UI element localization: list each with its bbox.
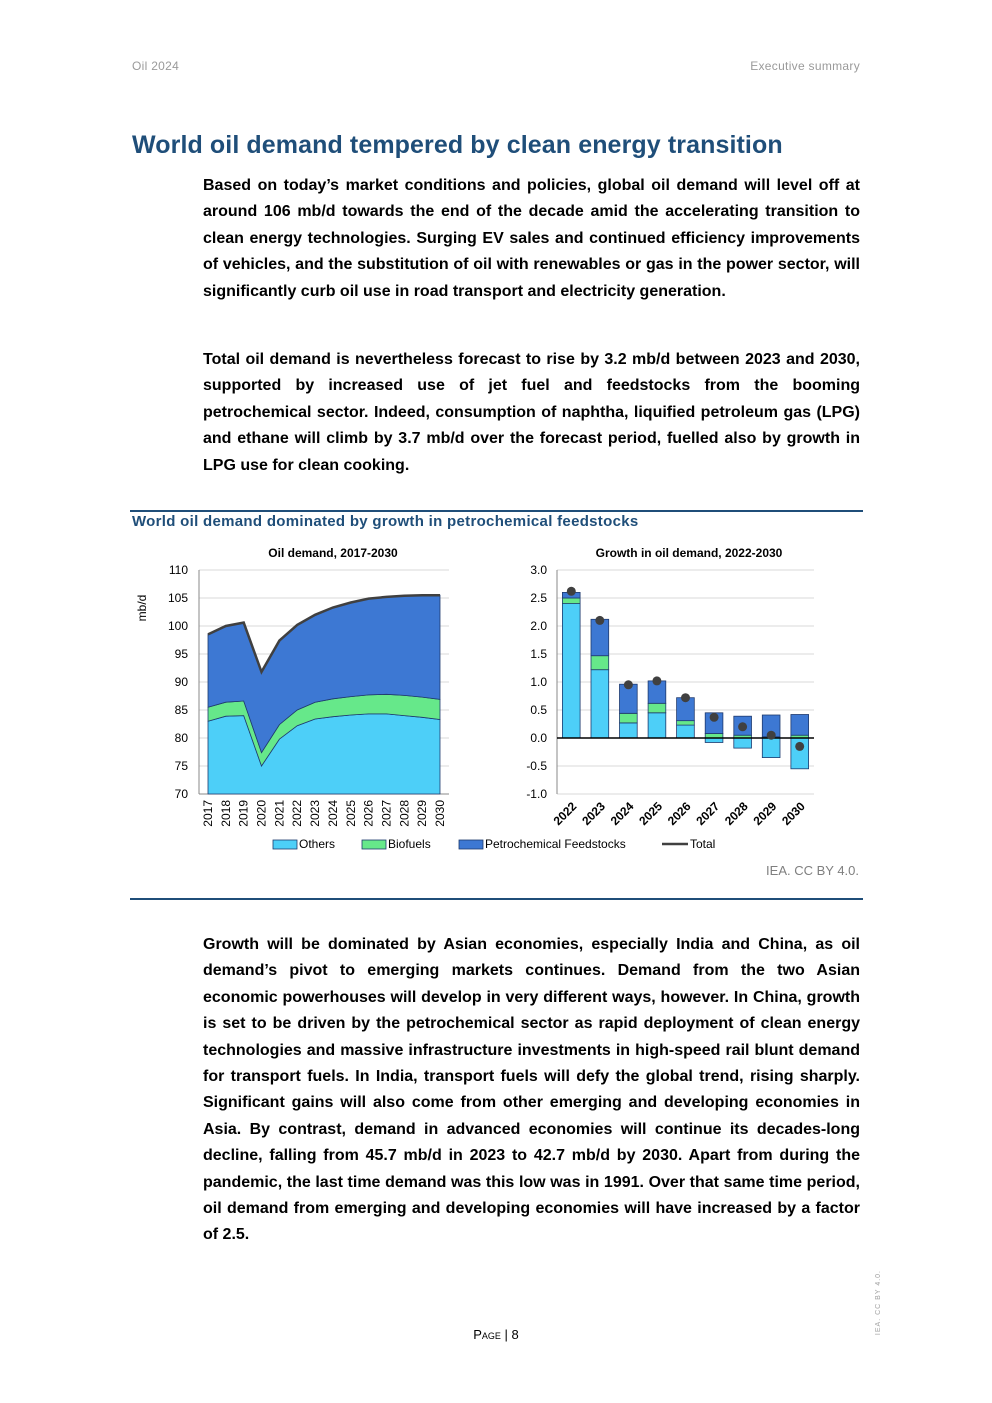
- right-total-marker: [652, 676, 661, 685]
- right-total-marker: [681, 693, 690, 702]
- right-bar-biofuels: [648, 703, 666, 713]
- page-number: Page | 8: [473, 1327, 519, 1342]
- right-bar-biofuels: [562, 598, 580, 604]
- right-x-tick-label: 2026: [664, 799, 694, 829]
- legend-swatch-petrochemical: [459, 840, 483, 849]
- left-x-tick-label: 2028: [397, 800, 412, 827]
- right-y-tick-label: 0.0: [530, 731, 547, 745]
- left-area-others: [208, 714, 440, 794]
- right-x-tick-label: 2027: [693, 799, 723, 829]
- legend-label-total: Total: [690, 837, 716, 851]
- right-x-tick-label: 2024: [607, 799, 637, 829]
- figure-bottom-rule: [130, 898, 863, 900]
- right-x-tick-label: 2029: [750, 799, 780, 829]
- left-x-tick-label: 2018: [218, 800, 233, 827]
- section-title: World oil demand tempered by clean energy transition: [132, 131, 783, 159]
- figure-title: World oil demand dominated by growth in petrochemical feedstocks: [132, 513, 639, 530]
- left-y-tick-label: 80: [174, 731, 188, 745]
- header-report-name: Oil 2024: [132, 59, 180, 73]
- left-y-tick-label: 110: [168, 563, 188, 577]
- left-y-tick-label: 95: [174, 647, 188, 661]
- right-bar-petrochemical: [791, 715, 809, 736]
- legend-label-others: Others: [299, 837, 336, 851]
- figure-credit: IEA. CC BY 4.0.: [766, 863, 859, 878]
- left-chart-title: Oil demand, 2017-2030: [268, 546, 398, 560]
- left-x-tick-label: 2021: [272, 800, 287, 827]
- right-x-tick-label: 2028: [721, 799, 751, 829]
- right-y-tick-label: 1.0: [530, 675, 547, 689]
- right-bar-biofuels: [591, 656, 609, 670]
- left-y-tick-label: 90: [174, 675, 188, 689]
- right-y-tick-label: -1.0: [526, 787, 547, 801]
- left-y-tick-label: 70: [174, 787, 188, 801]
- side-license-text: IEA. CC BY 4.0.: [875, 1270, 882, 1336]
- left-x-tick-label: 2022: [290, 800, 305, 827]
- right-x-tick-label: 2030: [779, 799, 808, 829]
- right-y-tick-label: 1.5: [530, 647, 547, 661]
- right-bar-others: [620, 723, 638, 738]
- right-total-marker: [738, 722, 747, 731]
- left-x-tick-label: 2025: [343, 800, 358, 827]
- right-total-marker: [767, 731, 776, 740]
- right-bar-others: [677, 725, 695, 738]
- right-x-tick-label: 2025: [636, 799, 666, 829]
- header-section-name: Executive summary: [750, 59, 860, 73]
- left-x-tick-label: 2024: [325, 800, 340, 827]
- left-y-tick-label: 75: [174, 759, 188, 773]
- oil-demand-chart: [135, 546, 449, 827]
- right-total-marker: [795, 742, 804, 751]
- left-chart-y-axis-label: mb/d: [135, 594, 149, 622]
- left-x-tick-label: 2020: [254, 800, 269, 827]
- right-bar-biofuels: [677, 721, 695, 726]
- right-bar-others: [591, 670, 609, 738]
- left-x-tick-label: 2027: [379, 800, 394, 827]
- paragraph-1: Based on today’s market conditions and policies, global oil demand will level off at around 106 mb/d towards the end of the decade amid the accelerating transition to clean energy technologies. Surging EV sales and continued efficiency improvements of vehicles, and the substitution of oil with renewables or gas in the power sector, will significantly curb oil use in road transport and electricity generation.: [203, 177, 860, 300]
- paragraph-3: Growth will be dominated by Asian economies, especially India and China, as oil demand’s pivot to emerging markets continues. Demand from the two Asian economic powerhouses will develop in very different ways, however. In China, growth is set to be driven by the petrochemical sector as rapid deployment of clean energy technologies and massive infrastructure investments in high-speed rail blunt demand for transport fuels. In India, transport fuels will defy the global trend, rising sharply. Significant gains will also come from other emerging and developing economies in Asia. By contrast, demand in advanced economies will continue its decades-long decline, falling from 45.7 mb/d in 2023 to 42.7 mb/d by 2030. Apart from during the pandemic, the last time demand was this low was in 1991. Over that same time period, oil demand from emerging and developing economies will have increased by a factor of 2.5.: [203, 936, 860, 1244]
- legend-label-petrochemical: Petrochemical Feedstocks: [485, 837, 626, 851]
- right-total-marker: [567, 587, 576, 596]
- growth-chart: [526, 546, 814, 828]
- right-bar-biofuels: [620, 713, 638, 723]
- right-y-tick-label: 0.5: [530, 703, 547, 717]
- left-x-tick-label: 2017: [201, 800, 215, 827]
- paragraph-2: Total oil demand is nevertheless forecast to rise by 3.2 mb/d between 2023 and 2030, supported by increased use of jet fuel and feedstocks from the booming petrochemical sector. Indeed, consumption of naphtha, liquified petroleum gas (LPG) and ethane will climb by 3.7 mb/d over the forecast period, fuelled also by growth in LPG use for clean cooking.: [203, 351, 860, 474]
- left-x-tick-label: 2026: [361, 800, 376, 827]
- left-x-tick-label: 2019: [236, 800, 251, 827]
- left-x-tick-label: 2030: [433, 800, 447, 827]
- left-x-tick-label: 2029: [415, 800, 430, 827]
- left-y-tick-label: 105: [167, 591, 188, 605]
- right-x-tick-label: 2023: [579, 799, 608, 829]
- right-x-tick-label: 2022: [550, 799, 580, 829]
- right-bar-others: [762, 738, 780, 758]
- right-bar-others: [562, 604, 580, 738]
- chart-legend: [273, 837, 715, 851]
- legend-label-biofuels: Biofuels: [388, 837, 431, 851]
- right-bar-others: [648, 713, 666, 738]
- right-total-marker: [624, 680, 633, 689]
- right-bar-others: [734, 738, 752, 748]
- right-y-tick-label: -0.5: [526, 759, 547, 773]
- left-x-tick-label: 2023: [308, 800, 323, 827]
- legend-swatch-others: [273, 840, 297, 849]
- right-y-tick-label: 2.0: [530, 619, 547, 633]
- right-total-marker: [595, 616, 604, 625]
- right-total-marker: [710, 713, 719, 722]
- left-y-tick-label: 85: [174, 703, 188, 717]
- legend-swatch-biofuels: [362, 840, 386, 849]
- right-chart-title: Growth in oil demand, 2022-2030: [595, 546, 783, 560]
- left-y-tick-label: 100: [167, 619, 188, 633]
- right-y-tick-label: 3.0: [530, 563, 547, 577]
- right-y-tick-label: 2.5: [530, 591, 547, 605]
